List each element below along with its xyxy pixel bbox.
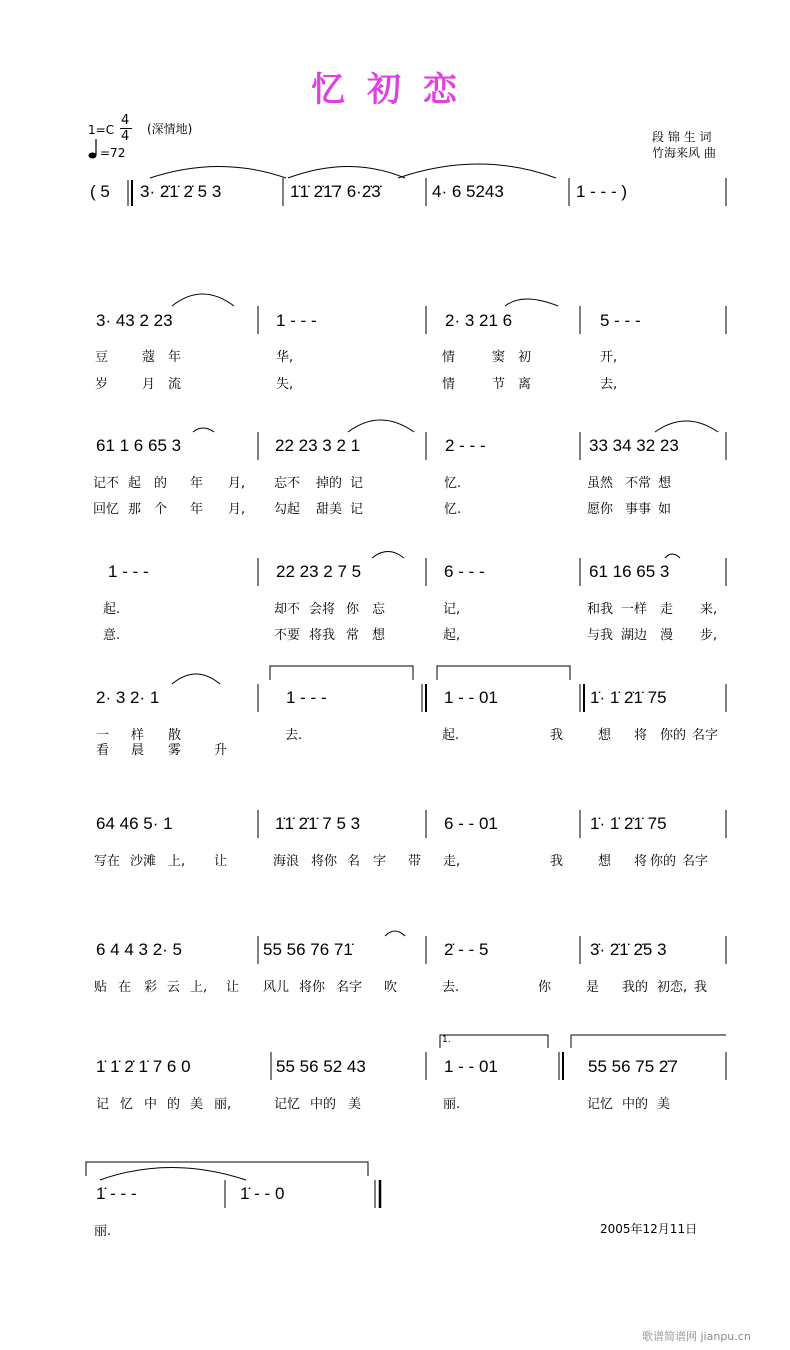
slur bbox=[398, 164, 556, 178]
slur bbox=[655, 421, 718, 432]
lyric: 起, bbox=[443, 628, 461, 643]
lyric: 走 bbox=[660, 602, 674, 617]
lyric: 你 bbox=[538, 980, 552, 995]
lyric: 情 bbox=[442, 377, 456, 392]
lyric: 雾 bbox=[168, 743, 182, 758]
lyric: 却不 bbox=[274, 602, 301, 617]
lyric: 忘不 bbox=[274, 476, 301, 491]
lyric: 中的 bbox=[622, 1097, 649, 1112]
note-group: 1 - - 01 bbox=[444, 688, 498, 707]
lyric: 年 bbox=[190, 476, 204, 491]
lyric: 我 bbox=[694, 980, 708, 995]
lyric: 是 bbox=[586, 980, 600, 995]
lyric: 中 bbox=[144, 1097, 158, 1112]
lyric: 节 bbox=[492, 377, 506, 392]
lyric: 名字 bbox=[692, 728, 719, 743]
watermark: 歌谱简谱网 jianpu.cn bbox=[642, 1330, 751, 1343]
lyric: 漫 bbox=[660, 628, 674, 643]
lyric: 记, bbox=[443, 602, 461, 617]
lyric: 将你 bbox=[299, 980, 326, 995]
lyric: 想 bbox=[658, 476, 672, 491]
lyric: 我 bbox=[550, 728, 564, 743]
lyric: 豆 bbox=[95, 350, 109, 365]
lyric: 忆 bbox=[120, 1097, 134, 1112]
note-group: ( 5 bbox=[90, 182, 110, 201]
lyric: 去, bbox=[600, 377, 618, 392]
lyric: 如 bbox=[658, 502, 672, 517]
note-group: 3̇· 2̇1̇ 2̇5 3 bbox=[590, 940, 667, 959]
slur bbox=[372, 552, 404, 559]
lyric: 让 bbox=[214, 854, 228, 869]
note-group: 2 - - - bbox=[445, 436, 486, 455]
slur bbox=[172, 674, 220, 684]
lyric: 将你 bbox=[311, 854, 338, 869]
lyric: 年 bbox=[190, 502, 204, 517]
lyric: 升 bbox=[214, 743, 228, 758]
note-group: 3· 2̇1̇ 2̇ 5 3 bbox=[140, 182, 222, 201]
lyric: 的 bbox=[167, 1097, 181, 1112]
note-group: 55 56 76 71̇ bbox=[263, 940, 353, 959]
lyric: 你 bbox=[346, 602, 360, 617]
song-title: 忆初恋 bbox=[311, 70, 479, 110]
lyric: 情 bbox=[442, 350, 456, 365]
lyric: 初恋, bbox=[657, 980, 688, 995]
lyric: 沙滩 bbox=[130, 854, 157, 869]
volta-bracket bbox=[571, 1035, 726, 1048]
slur bbox=[385, 931, 405, 936]
lyric: 起. bbox=[442, 728, 460, 743]
lyric: 走, bbox=[443, 854, 461, 869]
note-group: 33 34 32 23 bbox=[589, 436, 679, 455]
lyric: 甜美 bbox=[316, 502, 343, 517]
note-group: 2̇ - - 5 bbox=[444, 940, 489, 959]
note-group: 1 - - - bbox=[276, 311, 317, 330]
slur bbox=[665, 554, 680, 558]
lyric: 云 bbox=[167, 980, 181, 995]
lyric: 记忆 bbox=[274, 1097, 301, 1112]
note-group: 61 16 65 3 bbox=[589, 562, 670, 581]
lyric: 我的 bbox=[622, 980, 649, 995]
note-group: 22 23 2 7 5 bbox=[276, 562, 362, 581]
slur bbox=[193, 428, 214, 432]
lyric: 带 bbox=[408, 854, 422, 869]
lyric: 将 bbox=[634, 728, 648, 743]
lyric: 的 bbox=[154, 476, 168, 491]
lyric: 失, bbox=[276, 377, 294, 392]
slur bbox=[100, 1168, 246, 1181]
lyric: 年 bbox=[168, 350, 182, 365]
lyric: 一 bbox=[96, 728, 110, 743]
lyric: 掉的 bbox=[316, 476, 343, 491]
lyric: 名字 bbox=[336, 980, 363, 995]
lyric: 想 bbox=[598, 728, 612, 743]
note-group: 1̇ - - 0 bbox=[240, 1184, 285, 1203]
lyric: 美 bbox=[657, 1097, 671, 1112]
lyric: 写在 bbox=[94, 854, 121, 869]
slur bbox=[150, 167, 286, 179]
lyric: 记忆 bbox=[587, 1097, 614, 1112]
lyric: 看 bbox=[96, 743, 110, 758]
lyric: 美 bbox=[190, 1097, 204, 1112]
lyric: 字 bbox=[373, 854, 387, 869]
lyric: 岁 bbox=[95, 377, 109, 392]
lyric: 勾起 bbox=[274, 502, 301, 517]
note-group: 55 56 52 43 bbox=[276, 1057, 366, 1076]
lyric: 将我 bbox=[309, 628, 336, 643]
lyric: 我 bbox=[550, 854, 564, 869]
lyric: 风儿 bbox=[263, 980, 290, 995]
lyric: 起 bbox=[128, 476, 142, 491]
slur bbox=[505, 299, 558, 306]
note-group: 1 - - - ) bbox=[576, 182, 627, 201]
lyric: 上, bbox=[190, 980, 208, 995]
note-group: 1̇1̇ 2̇1̇ 7 5 3 bbox=[275, 814, 361, 833]
key-signature: 1=C bbox=[88, 123, 115, 137]
lyric: 丽. bbox=[443, 1097, 461, 1112]
lyric: 离 bbox=[518, 377, 532, 392]
lyric: 虽然 bbox=[587, 476, 614, 491]
lyric: 忆. bbox=[444, 502, 462, 517]
lyric: 去. bbox=[442, 980, 460, 995]
lyric: 愿你 bbox=[587, 502, 614, 517]
note-group: 1̇ - - - bbox=[96, 1184, 137, 1203]
note-group: 22 23 3 2 1 bbox=[275, 436, 361, 455]
lyric: 想 bbox=[598, 854, 612, 869]
lyric: 丽. bbox=[94, 1224, 112, 1239]
lyric: 常 bbox=[346, 628, 360, 643]
lyric: 记 bbox=[350, 502, 364, 517]
note-group: 2· 3 21 6 bbox=[445, 311, 513, 330]
note-group: 6 - - - bbox=[444, 562, 485, 581]
lyric: 个 bbox=[154, 502, 168, 517]
lyric: 美 bbox=[348, 1097, 362, 1112]
lyric: 与我 bbox=[587, 628, 614, 643]
lyric: 忘 bbox=[372, 602, 386, 617]
note-group: 1 - - 01 bbox=[444, 1057, 498, 1076]
note-group: 4· 6 5243 bbox=[432, 182, 504, 201]
volta-bracket bbox=[270, 666, 413, 680]
note-group: 6 4 4 3 2· 5 bbox=[96, 940, 183, 959]
lyric: 吹 bbox=[384, 980, 398, 995]
lyric: 意. bbox=[103, 628, 121, 643]
lyric: 起. bbox=[103, 602, 121, 617]
note-group: 1̇· 1̇ 2̇1̇ 75 bbox=[590, 688, 667, 707]
slur bbox=[348, 420, 414, 432]
lyric: 晨 bbox=[131, 743, 145, 758]
tempo-marking: =72 bbox=[100, 146, 126, 160]
volta-bracket bbox=[86, 1162, 368, 1176]
note-group: 3· 43 2 23 bbox=[96, 311, 173, 330]
lyric: 那 bbox=[128, 502, 142, 517]
note-group: 5 - - - bbox=[600, 311, 641, 330]
note-group: 64 46 5· 1 bbox=[96, 814, 173, 833]
lyric: 步, bbox=[700, 628, 718, 643]
lyric: 月, bbox=[228, 502, 246, 517]
lyric: 记 bbox=[96, 1097, 110, 1112]
lyric: 开, bbox=[600, 350, 618, 365]
lyric: 来, bbox=[700, 602, 718, 617]
lyric: 样 bbox=[131, 728, 145, 743]
note-group: 1̇ 1̇ 2̇ 1̇ 7 6 0 bbox=[96, 1057, 191, 1076]
lyric: 忆. bbox=[444, 476, 462, 491]
note-group: 1 - - - bbox=[108, 562, 149, 581]
date-stamp: 2005年12月11日 bbox=[600, 1222, 698, 1236]
lyric: 窦 bbox=[492, 350, 506, 365]
time-signature-top: 4 bbox=[121, 113, 130, 128]
lyric: 初 bbox=[518, 350, 532, 365]
lyric: 名字 bbox=[682, 854, 709, 869]
lyric: 一样 bbox=[621, 602, 648, 617]
lyric: 月 bbox=[142, 377, 156, 392]
lyric: 月, bbox=[228, 476, 246, 491]
volta-label: 1. bbox=[442, 1035, 451, 1045]
lyric: 去. bbox=[285, 728, 303, 743]
lyric: 不常 bbox=[625, 476, 652, 491]
lyric: 流 bbox=[168, 377, 182, 392]
expression-mark: (深情地) bbox=[147, 122, 193, 136]
lyric: 彩 bbox=[144, 980, 158, 995]
lyricist-credit: 段 锦 生 词 bbox=[652, 130, 712, 144]
volta-bracket bbox=[440, 1035, 548, 1048]
lyric: 将 bbox=[634, 854, 648, 869]
lyric: 和我 bbox=[587, 602, 614, 617]
lyric: 你的 bbox=[650, 854, 677, 869]
lyric: 记 bbox=[350, 476, 364, 491]
note-group: 2· 3 2· 1 bbox=[96, 688, 160, 707]
composer-credit: 竹海来风 曲 bbox=[652, 146, 716, 160]
lyric: 蔻 bbox=[142, 350, 156, 365]
lyric: 丽, bbox=[214, 1097, 232, 1112]
lyric: 贴 bbox=[94, 980, 108, 995]
lyric: 让 bbox=[226, 980, 240, 995]
lyric: 上, bbox=[168, 854, 186, 869]
lyric: 事事 bbox=[625, 502, 652, 517]
lyric: 海浪 bbox=[273, 854, 300, 869]
lyric: 想 bbox=[372, 628, 386, 643]
lyric: 中的 bbox=[310, 1097, 337, 1112]
lyric: 不要 bbox=[274, 628, 301, 643]
volta-bracket bbox=[437, 666, 570, 680]
time-signature-bottom: 4 bbox=[121, 129, 130, 144]
lyric: 记不 bbox=[93, 476, 120, 491]
lyric: 在 bbox=[118, 980, 132, 995]
note-group: 61 1 6 65 3 bbox=[96, 436, 182, 455]
lyric: 会将 bbox=[309, 602, 336, 617]
lyric: 你的 bbox=[660, 728, 687, 743]
note-group: 55 56 75 2̇7 bbox=[588, 1057, 678, 1076]
note-group: 1 - - - bbox=[286, 688, 327, 707]
note-group: 6 - - 01 bbox=[444, 814, 498, 833]
slur bbox=[288, 167, 405, 179]
slur bbox=[172, 294, 234, 306]
note-group: 1̇1̇ 2̇1̇7 6·2̇3̇ bbox=[290, 182, 381, 201]
lyric: 湖边 bbox=[621, 628, 648, 643]
lyric: 散 bbox=[168, 728, 182, 743]
lyric: 回忆 bbox=[93, 502, 120, 517]
note-group: 1̇· 1̇ 2̇1̇ 75 bbox=[590, 814, 667, 833]
lyric: 名 bbox=[347, 854, 361, 869]
lyric: 华, bbox=[276, 350, 294, 365]
